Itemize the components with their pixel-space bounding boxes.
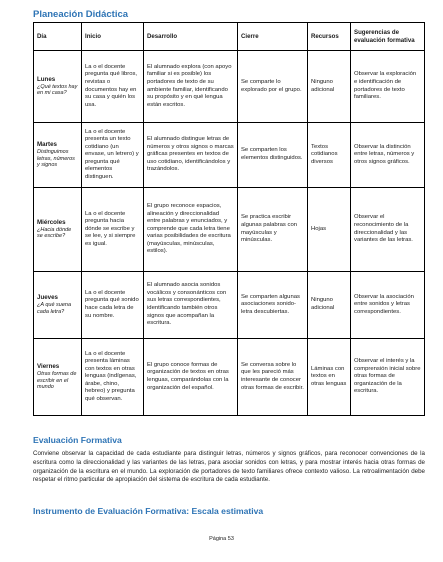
cierre-cell: Se comparte lo explorado por el grupo. bbox=[238, 51, 308, 123]
desarrollo-cell: El grupo conoce formas de organización de textos en otras lenguas, comparándolas con la organización del español. bbox=[144, 339, 238, 416]
day-subtitle: Otras formas de escribir en el mundo bbox=[37, 370, 77, 391]
header-cierre: Cierre bbox=[238, 23, 308, 51]
desarrollo-cell: El alumnado asocia sonidos vocálicos y consonánticos con sus letras correspondientes, identificando también otros signos que acompañan la escritura. bbox=[144, 272, 238, 339]
day-subtitle: ¿Hacia dónde se escribe? bbox=[37, 226, 72, 240]
recursos-cell: Hojas bbox=[308, 188, 351, 272]
evaluation-heading: Evaluación Formativa bbox=[33, 435, 122, 445]
table-row bbox=[34, 123, 425, 188]
desarrollo-cell: El alumnado explora (con apoyo familiar si es posible) los portadores de texto de su ambiente familiar, identificando su propósito y en qué lengua están escritos. bbox=[144, 51, 238, 123]
desarrollo-cell: El grupo reconoce espacios, alineación y direccionalidad entre palabras y enunciados, y comprende que cada letra tiene varias posibilidades de escritura (mayúsculas, minúsculas, estilos). bbox=[144, 188, 238, 272]
day-cell bbox=[34, 272, 82, 339]
recursos-cell: Ninguno adicional bbox=[308, 51, 351, 123]
header-dia: Día bbox=[34, 23, 82, 51]
header-inicio: Inicio bbox=[82, 23, 144, 51]
table-header-row bbox=[34, 23, 425, 51]
day-subtitle: ¿Qué textos hay en mi casa? bbox=[37, 83, 78, 97]
day-cell bbox=[34, 188, 82, 272]
cierre-cell: Se practica escribir algunas palabras con mayúsculas y minúsculas. bbox=[238, 188, 308, 272]
desarrollo-cell: El alumnado distingue letras de números y otros signos o marcas gráficas presentes en textos de uso cotidiano, identificándolos y trazándolos. bbox=[144, 123, 238, 188]
header-desarrollo: Desarrollo bbox=[144, 23, 238, 51]
table-row bbox=[34, 272, 425, 339]
inicio-cell: La o el docente presenta un texto cotidiano (un envase, un letrero) y pregunta qué elementos distinguen. bbox=[82, 123, 144, 188]
day-cell bbox=[34, 123, 82, 188]
cierre-cell: Se conversa sobre lo que les pareció más interesante de conocer otras formas de escribir. bbox=[238, 339, 308, 416]
table-row bbox=[34, 188, 425, 272]
day-label: Jueves bbox=[37, 294, 58, 302]
day-subtitle: ¿A qué suena cada letra? bbox=[37, 302, 72, 315]
sugerencias-cell: Observar la asociación entre sonidos y letras correspondientes. bbox=[351, 272, 425, 339]
page-number: Página 53 bbox=[209, 536, 234, 542]
inicio-cell: La o el docente pregunta hacia dónde se escribe y se lee, y si siempre es igual. bbox=[82, 188, 144, 272]
day-label: Martes bbox=[37, 140, 57, 148]
header-recursos: Recursos bbox=[308, 23, 351, 51]
day-label: Viernes bbox=[37, 362, 60, 370]
recursos-cell: Láminas con textos en otras lenguas bbox=[308, 339, 351, 416]
day-label: Lunes bbox=[37, 75, 56, 83]
inicio-cell: La o el docente pregunta qué libros, revistas o documentos hay en su casa y quién los usa. bbox=[82, 51, 144, 123]
recursos-cell: Ninguno adicional bbox=[308, 272, 351, 339]
table-row bbox=[34, 51, 425, 123]
day-label: Miércoles bbox=[37, 218, 66, 226]
sugerencias-cell: Observar la exploración e identificación de portadores de texto familiares. bbox=[351, 51, 425, 123]
instrument-heading: Instrumento de Evaluación Formativa: Escala estimativa bbox=[33, 506, 264, 516]
evaluation-paragraph: Conviene observar la capacidad de cada estudiante para distinguir letras, números y signos gráficos, para reconocer convenciones de la escritura como la direccionalidad y las variantes de las letras, para asociar sonidos con letras, y para mostrar interés hacia otras formas de organización de la escritura en el mundo. La exploración de portadores de texto familiares ofrece contexto valioso. La retroalimentación debe respetar el ritmo particular de apropiación del sistema de escritura de cada estudiante. bbox=[33, 450, 425, 484]
header-sugerencias: Sugerencias de evaluación formativa bbox=[351, 23, 425, 51]
cierre-cell: Se comparten algunas asociaciones sonido-letra descubiertas. bbox=[238, 272, 308, 339]
recursos-cell: Textos cotidianos diversos bbox=[308, 123, 351, 188]
table-row bbox=[34, 339, 425, 416]
page-title: Planeación Didáctica bbox=[33, 9, 129, 20]
planning-table bbox=[33, 22, 425, 416]
day-subtitle: Distinguimos letras, números y signos bbox=[37, 148, 75, 169]
sugerencias-cell: Observar la distinción entre letras, números y otros signos gráficos. bbox=[351, 123, 425, 188]
sugerencias-cell: Observar el interés y la comprensión inicial sobre otras formas de organización de la escritura. bbox=[351, 339, 425, 416]
cierre-cell: Se comparten los elementos distinguidos. bbox=[238, 123, 308, 188]
day-cell bbox=[34, 339, 82, 416]
day-cell bbox=[34, 51, 82, 123]
inicio-cell: La o el docente pregunta qué sonido hace cada letra de su nombre. bbox=[82, 272, 144, 339]
sugerencias-cell: Observar el reconocimiento de la direccionalidad y las variantes de las letras. bbox=[351, 188, 425, 272]
inicio-cell: La o el docente presenta láminas con textos en otras lenguas (indígenas, árabe, chino, hebreo) y pregunta qué observan. bbox=[82, 339, 144, 416]
